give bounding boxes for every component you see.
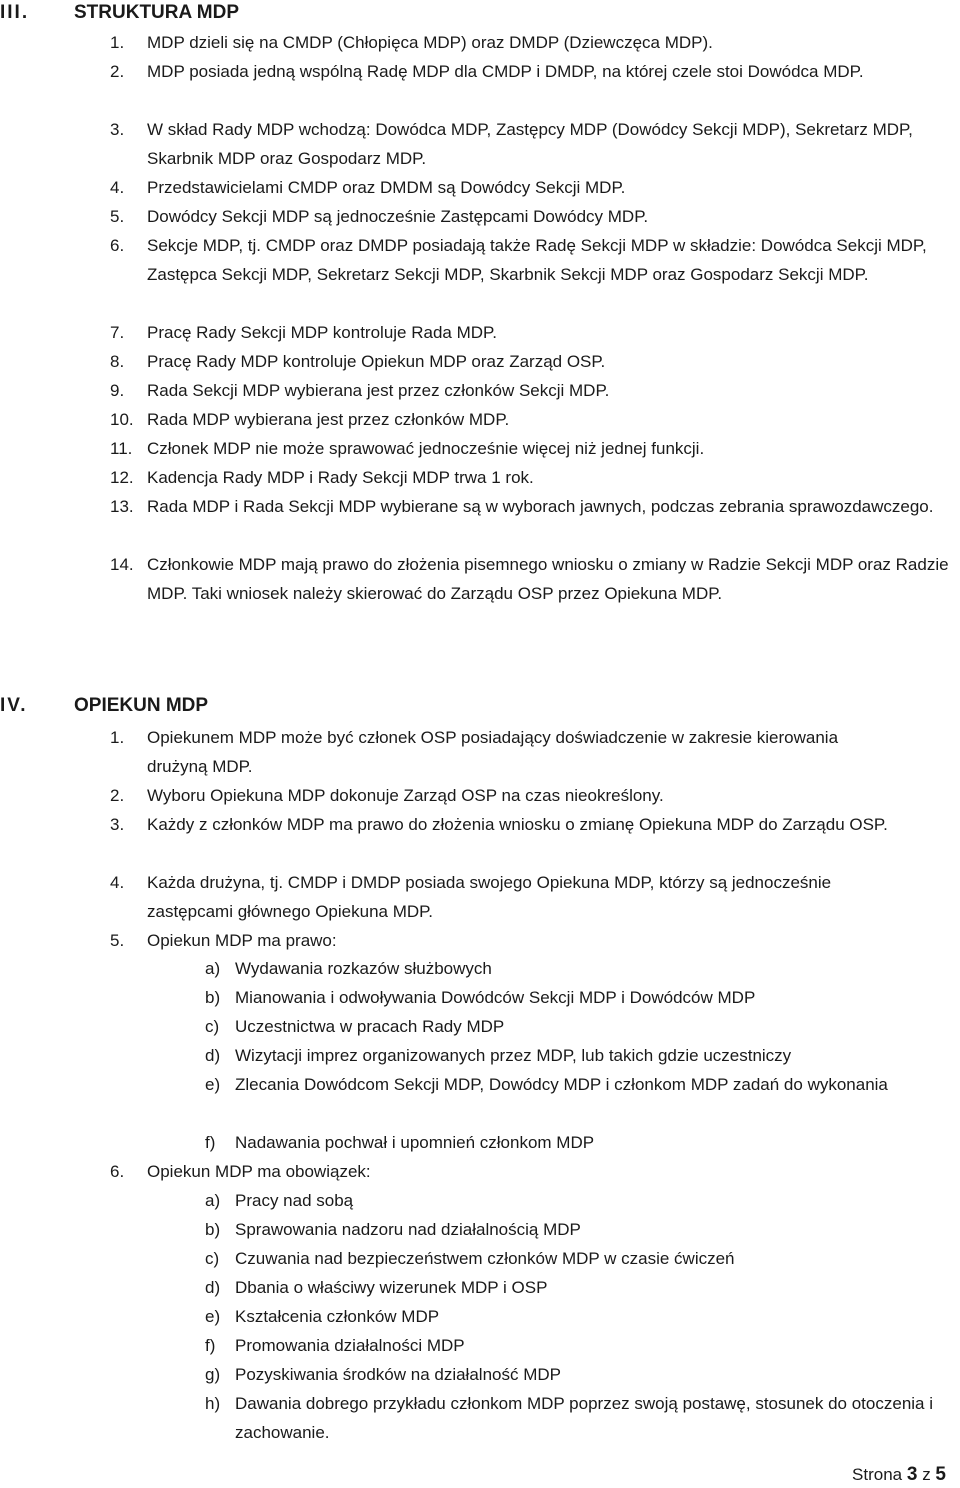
section-title: STRUKTURA MDP — [74, 2, 240, 23]
section-number: IV. — [0, 695, 28, 716]
page-total: 5 — [935, 1464, 946, 1485]
page-current: 3 — [906, 1464, 918, 1485]
page-label: Strona — [852, 1465, 903, 1484]
section-title: OPIEKUN MDP — [74, 695, 209, 716]
page-number — [852, 1464, 946, 1486]
section-number: III. — [0, 2, 30, 23]
page-separator: z — [922, 1465, 931, 1484]
